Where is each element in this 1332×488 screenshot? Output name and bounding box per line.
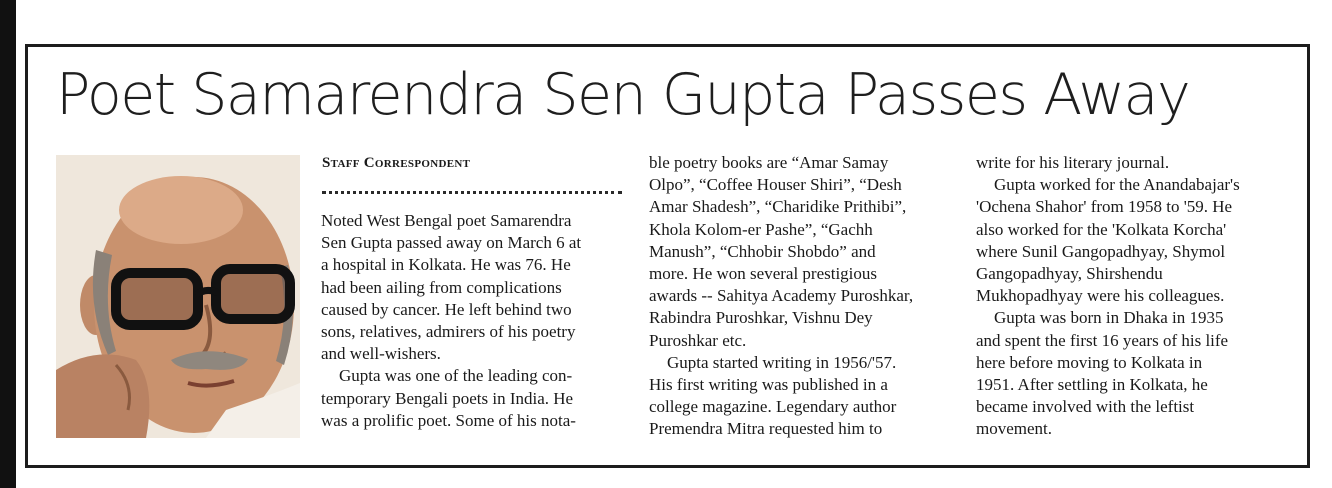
paragraph <box>976 152 1291 174</box>
text-line: Rabindra Puroshkar, Vishnu Dey <box>649 308 873 328</box>
byline: Staff Correspondent <box>322 155 471 171</box>
paragraph <box>976 330 1291 441</box>
text-line: ble poetry books are “Amar Samay <box>649 153 889 172</box>
paragraph <box>649 152 954 352</box>
text-line: 1951. After settling in Kolkata, he <box>976 375 1208 395</box>
text-line: Manush”, “Chhobir Shobdo” and <box>649 241 876 261</box>
text-line: sons, relatives, admirers of his poetry <box>321 322 576 342</box>
text-line: Gupta started writing in 1956/'57. <box>667 352 897 372</box>
text-line: also worked for the 'Kolkata Korcha' <box>976 219 1227 239</box>
text-line: more. He won several prestigious <box>649 264 878 284</box>
text-line: Mukhopadhyay were his colleagues. <box>976 286 1225 306</box>
page-edge-strip <box>0 0 16 488</box>
text-line: caused by cancer. He left behind two <box>321 299 572 319</box>
paragraph <box>976 307 1291 329</box>
paragraph <box>321 365 626 387</box>
text-line: 'Ochena Shahor' from 1958 to '59. He <box>976 197 1233 217</box>
article-frame <box>25 44 1310 468</box>
text-line: a hospital in Kolkata. He was 76. He <box>321 255 571 275</box>
text-line: Premendra Mitra requested him to <box>649 419 883 439</box>
text-line: Gupta worked for the Anandabajar's <box>994 175 1240 195</box>
text-line: Puroshkar etc. <box>649 330 747 350</box>
paragraph <box>321 210 626 365</box>
article-column-1 <box>321 210 626 432</box>
text-line: and spent the first 16 years of his life <box>976 330 1229 350</box>
text-line: Khola Kolom-er Pashe”, “Gachh <box>649 219 873 239</box>
text-line: Gupta was one of the leading con- <box>339 366 573 386</box>
text-line: Gupta was born in Dhaka in 1935 <box>994 308 1224 328</box>
paragraph <box>649 374 954 441</box>
text-line: had been ailing from complications <box>321 277 562 297</box>
text-line: Olpo”, “Coffee Houser Shiri”, “Desh <box>649 175 902 195</box>
text-line: Sen Gupta passed away on March 6 at <box>321 233 582 253</box>
portrait-photo-icon <box>56 155 300 438</box>
paragraph <box>976 196 1291 307</box>
byline-dotted-rule <box>322 191 622 194</box>
portrait-photo-svg <box>56 155 300 438</box>
text-line: temporary Bengali poets in India. He <box>321 388 574 408</box>
text-line: here before moving to Kolkata in <box>976 352 1203 372</box>
text-line: awards -- Sahitya Academy Puroshkar, <box>649 286 914 306</box>
paragraph <box>321 388 626 432</box>
text-line: was a prolific poet. Some of his nota- <box>321 410 576 430</box>
text-line: college magazine. Legendary author <box>649 397 897 417</box>
paragraph <box>976 174 1291 196</box>
headline: Poet Samarendra Sen Gupta Passes Away <box>56 62 1190 128</box>
text-line: Noted West Bengal poet Samarendra <box>321 211 572 230</box>
text-line: became involved with the leftist <box>976 397 1195 417</box>
text-line: His first writing was published in a <box>649 375 888 395</box>
paragraph <box>649 352 954 374</box>
article-column-3 <box>976 152 1291 441</box>
text-line: Amar Shadesh”, “Charidike Prithibi”, <box>649 197 907 217</box>
text-line: movement. <box>976 419 1053 439</box>
article-column-2 <box>649 152 954 441</box>
text-line: where Sunil Gangopadhyay, Shymol <box>976 241 1226 261</box>
text-line: and well-wishers. <box>321 344 441 364</box>
text-line: write for his literary journal. <box>976 153 1170 172</box>
text-line: Gangopadhyay, Shirshendu <box>976 264 1163 284</box>
